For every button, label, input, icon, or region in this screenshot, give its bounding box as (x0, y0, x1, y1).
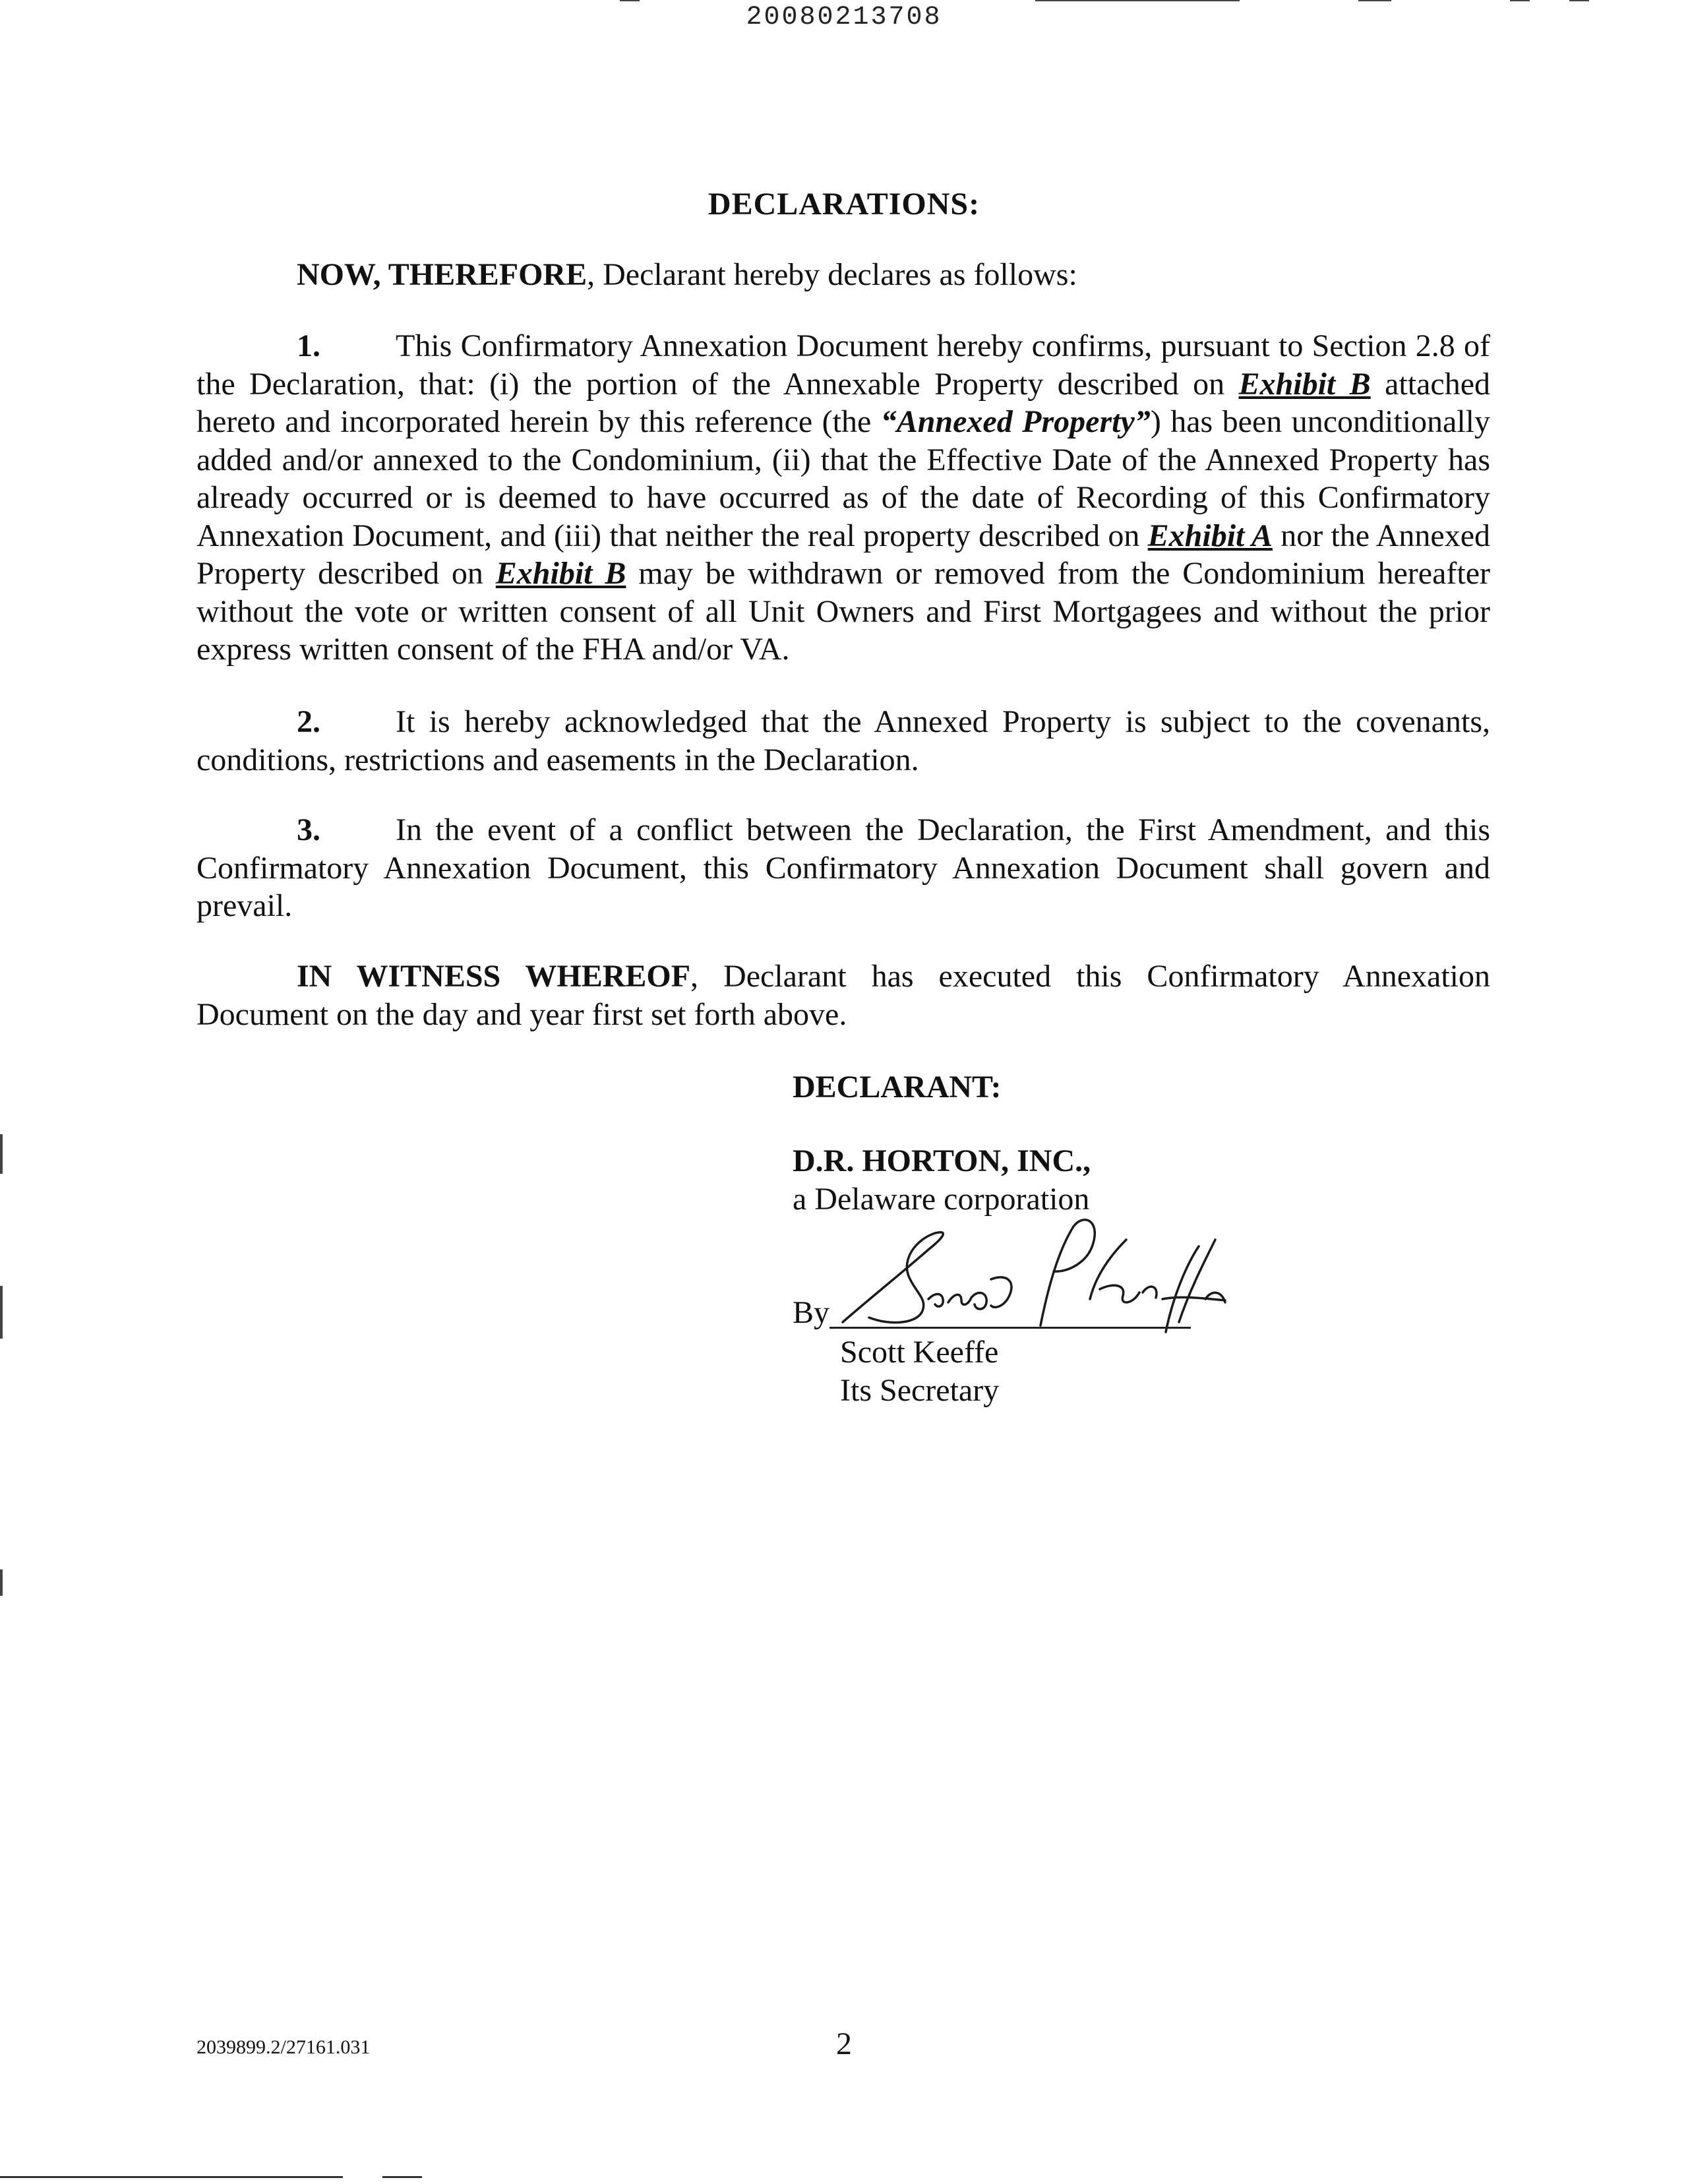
section-number: 1. (297, 328, 320, 363)
witness-paragraph (196, 957, 1490, 1033)
section-3-paragraph (196, 811, 1490, 925)
section-text: This Confirmatory Annexation Document hereby confirms, pursuant to Section 2.8 of the Declaration, that: (i) the portion of the Annexable Property described on (196, 328, 1490, 402)
company-name: D.R. HORTON, INC., (793, 1143, 1091, 1178)
handwritten-signature (829, 1200, 1238, 1352)
defined-term: “Annexed Property” (880, 404, 1151, 439)
recording-number: 20080213708 (746, 3, 942, 32)
by-label: By (793, 1295, 830, 1330)
company-description: a Delaware corporation (793, 1182, 1090, 1217)
scan-mark-bottom (0, 2176, 343, 2178)
document-id: 2039899.2/27161.031 (196, 2036, 371, 2058)
scan-mark-left (0, 1286, 3, 1339)
section-text: ) has been unconditionally added and/or annexed to the Condominium, (ii) that the Effective Date of the Annexed Property has already occurred or is deemed to have occurred as of the date of Recording of this Confirmatory Annexation Document, and (iii) that neither the real property described on (196, 404, 1491, 553)
exhibit-a-reference: Exhibit A (1147, 518, 1273, 553)
signer-title: Its Secretary (840, 1373, 1000, 1408)
scan-mark-top (1358, 0, 1391, 1)
section-text: attached hereto and incorporated herein by this reference (the (196, 366, 1491, 439)
intro-lead: NOW, THEREFORE (297, 257, 588, 292)
declarant-label: DECLARANT: (793, 1070, 1002, 1105)
section-2-paragraph (196, 703, 1490, 779)
page-number: 2 (836, 2026, 852, 2061)
scan-mark-left (0, 1134, 3, 1174)
scan-mark-top (1035, 0, 1240, 1)
section-number: 2. (297, 704, 320, 739)
section-text: In the event of a conflict between the Declaration, the First Amendment, and this Confirmatory Annexation Document, this Confirmatory Annexation Document shall govern and prevail. (196, 812, 1490, 923)
section-text: may be withdrawn or removed from the Condominium hereafter without the vote or written consent of all Unit Owners and First Mortgagees and without the prior express written consent of the FHA and/or VA. (196, 556, 1491, 667)
scan-mark-top (620, 0, 640, 1)
scan-mark-top (1569, 0, 1589, 1)
signature-line (829, 1327, 1191, 1329)
scan-mark-top (1510, 0, 1530, 1)
section-number: 3. (297, 812, 320, 847)
scan-mark-bottom (382, 2176, 422, 2178)
intro-text: , Declarant hereby declares as follows: (587, 257, 1077, 292)
intro-paragraph (196, 256, 1490, 294)
exhibit-b-reference: Exhibit B (1238, 366, 1371, 402)
section-text: It is hereby acknowledged that the Annexed Property is subject to the covenants, conditions, restrictions and easements in the Declaration. (196, 704, 1490, 777)
witness-lead: IN WITNESS WHEREOF (297, 959, 691, 994)
witness-text: , Declarant has executed this Confirmatory Annexation Document on the day and year first set forth above. (196, 959, 1490, 1032)
signer-name: Scott Keeffe (840, 1335, 999, 1370)
section-1-paragraph (196, 327, 1490, 669)
exhibit-b-reference: Exhibit B (495, 556, 626, 591)
section-text: nor the Annexed Property described on (196, 518, 1491, 591)
page-title: DECLARATIONS: (708, 187, 980, 222)
scan-mark-left (0, 1569, 3, 1596)
